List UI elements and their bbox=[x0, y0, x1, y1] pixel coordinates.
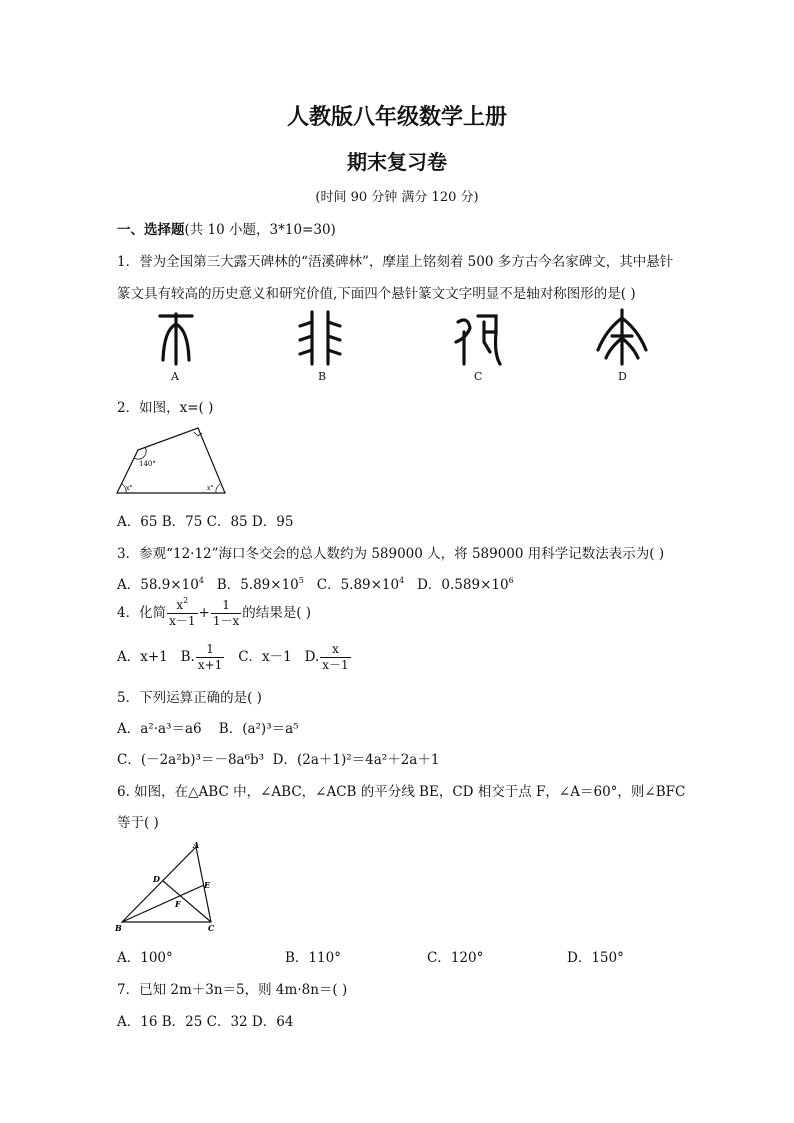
page-title: 人教版八年级数学上册 bbox=[286, 104, 507, 130]
seal-character-b-icon bbox=[300, 312, 340, 364]
question-4-options bbox=[117, 642, 352, 673]
section-name: 一、选择题 bbox=[117, 222, 185, 238]
q4-option-b-num: 1 bbox=[206, 642, 214, 656]
figure-label-d: D bbox=[618, 370, 627, 383]
q3-option-d: D．0.589×10 bbox=[417, 577, 509, 593]
q4-fraction-2 bbox=[211, 598, 241, 629]
angle-label-140: 140° bbox=[139, 460, 156, 468]
q6-option-c: C．120° bbox=[427, 950, 484, 966]
q3-option-a-exp: 4 bbox=[198, 576, 204, 585]
q4-prefix: 4．化简 bbox=[117, 605, 167, 621]
figure-label-b: B bbox=[318, 370, 327, 383]
q4-option-d-fraction bbox=[320, 642, 350, 673]
section-heading bbox=[117, 218, 336, 238]
q5-option-c: C．(－2a²b)³＝－8a⁶b³ bbox=[117, 752, 265, 768]
q4-option-d-num: x bbox=[332, 642, 339, 656]
q4-suffix: 的结果是( ) bbox=[242, 605, 312, 621]
q4-f2-den: 1－x bbox=[212, 614, 240, 628]
exam-info: (时间 90 分钟 满分 120 分) bbox=[315, 190, 479, 205]
q4-option-b-den: x+1 bbox=[197, 658, 223, 672]
q4-f1-num: x bbox=[176, 598, 184, 612]
q4-plus: + bbox=[198, 605, 210, 621]
angle-label-x-left: x° bbox=[126, 485, 133, 492]
q4-option-b-fraction bbox=[196, 642, 224, 673]
seal-character-d-icon bbox=[598, 310, 646, 364]
q4-fraction-1 bbox=[167, 598, 197, 629]
figure-label-a: A bbox=[171, 370, 179, 383]
question-5-stem: 5．下列运算正确的是( ) bbox=[117, 690, 262, 706]
q6-option-d: D．150° bbox=[567, 950, 624, 966]
q3-option-c: C．5.89×10 bbox=[316, 577, 400, 593]
question-1-line-2: 篆文具有较高的历史意义和研究价值,下面四个悬针篆文文字明显不是轴对称图形的是( ) bbox=[117, 286, 636, 302]
question-3-options bbox=[117, 573, 514, 593]
question-5-options-cd bbox=[117, 748, 439, 768]
q5-option-a: A．a²·a³＝a6 bbox=[117, 721, 202, 737]
point-label-e: E bbox=[204, 880, 211, 890]
q5-option-d: D．(2a＋1)²＝4a²＋2a＋1 bbox=[272, 752, 440, 768]
q4-option-a: A．x+1 bbox=[117, 649, 168, 665]
q4-f1-den: x－1 bbox=[169, 614, 196, 628]
figure-label-c: C bbox=[474, 370, 483, 383]
q4-option-b: B. bbox=[180, 649, 195, 665]
q3-option-c-exp: 4 bbox=[399, 576, 405, 585]
seal-character-a-icon bbox=[160, 314, 192, 364]
q3-option-b: B．5.89×10 bbox=[216, 577, 299, 593]
section-note: (共 10 小题，3*10=30) bbox=[184, 222, 336, 238]
question-2-stem: 2．如图，x=( ) bbox=[117, 400, 214, 416]
q6-option-b: B．110° bbox=[285, 950, 341, 966]
q4-f2-num: 1 bbox=[222, 598, 230, 612]
exam-title: 期末复习卷 bbox=[347, 150, 447, 174]
angle-label-x-right: x° bbox=[207, 485, 214, 492]
point-label-c: C bbox=[208, 923, 215, 933]
question-6-line-1: 6. 如图，在△ABC 中，∠ABC，∠ACB 的平分线 BE，CD 相交于点 F，∠A＝60°，则∠BFC bbox=[117, 784, 686, 800]
point-label-d: D bbox=[153, 874, 160, 884]
question-1-line-1: 1．誉为全国第三大露天碑林的“浯溪碑林”，摩崖上铭刻着 500 多方古今名家碑文，其中悬针 bbox=[117, 254, 674, 270]
q4-option-d-den: x－1 bbox=[322, 658, 349, 672]
question-5-options-ab bbox=[117, 717, 299, 737]
q3-option-d-exp: 6 bbox=[508, 576, 514, 585]
q4-option-d: D. bbox=[304, 649, 320, 665]
question-6-line-2: 等于( ) bbox=[117, 815, 159, 831]
question-3-stem: 3．参观“12·12”海口冬交会的总人数约为 589000 人，将 589000 用科学记数法表示为( ) bbox=[117, 546, 665, 562]
question-2-options: A．65 B．75 C．85 D．95 bbox=[117, 514, 294, 530]
q3-option-b-exp: 5 bbox=[298, 576, 304, 585]
point-label-a: A bbox=[193, 840, 200, 850]
seal-character-c-icon bbox=[456, 316, 500, 364]
q3-option-a: A．58.9×10 bbox=[117, 577, 199, 593]
seal-script-figures bbox=[150, 308, 660, 368]
question-4-stem bbox=[117, 598, 311, 629]
question-7-stem: 7．已知 2m＋3n＝5，则 4m·8n＝( ) bbox=[117, 982, 348, 998]
point-label-f: F bbox=[175, 899, 181, 909]
triangle-abc-figure bbox=[112, 838, 224, 934]
q4-option-c: C．x－1 bbox=[238, 649, 292, 665]
quadrilateral-figure bbox=[112, 424, 232, 500]
question-7-options: A．16 B．25 C．32 D．64 bbox=[117, 1014, 294, 1030]
q5-option-b: B．(a²)³＝a⁵ bbox=[218, 721, 299, 737]
point-label-b: B bbox=[115, 923, 122, 933]
q4-f1-num-exp: 2 bbox=[183, 596, 189, 605]
q6-option-a: A．100° bbox=[117, 950, 173, 966]
